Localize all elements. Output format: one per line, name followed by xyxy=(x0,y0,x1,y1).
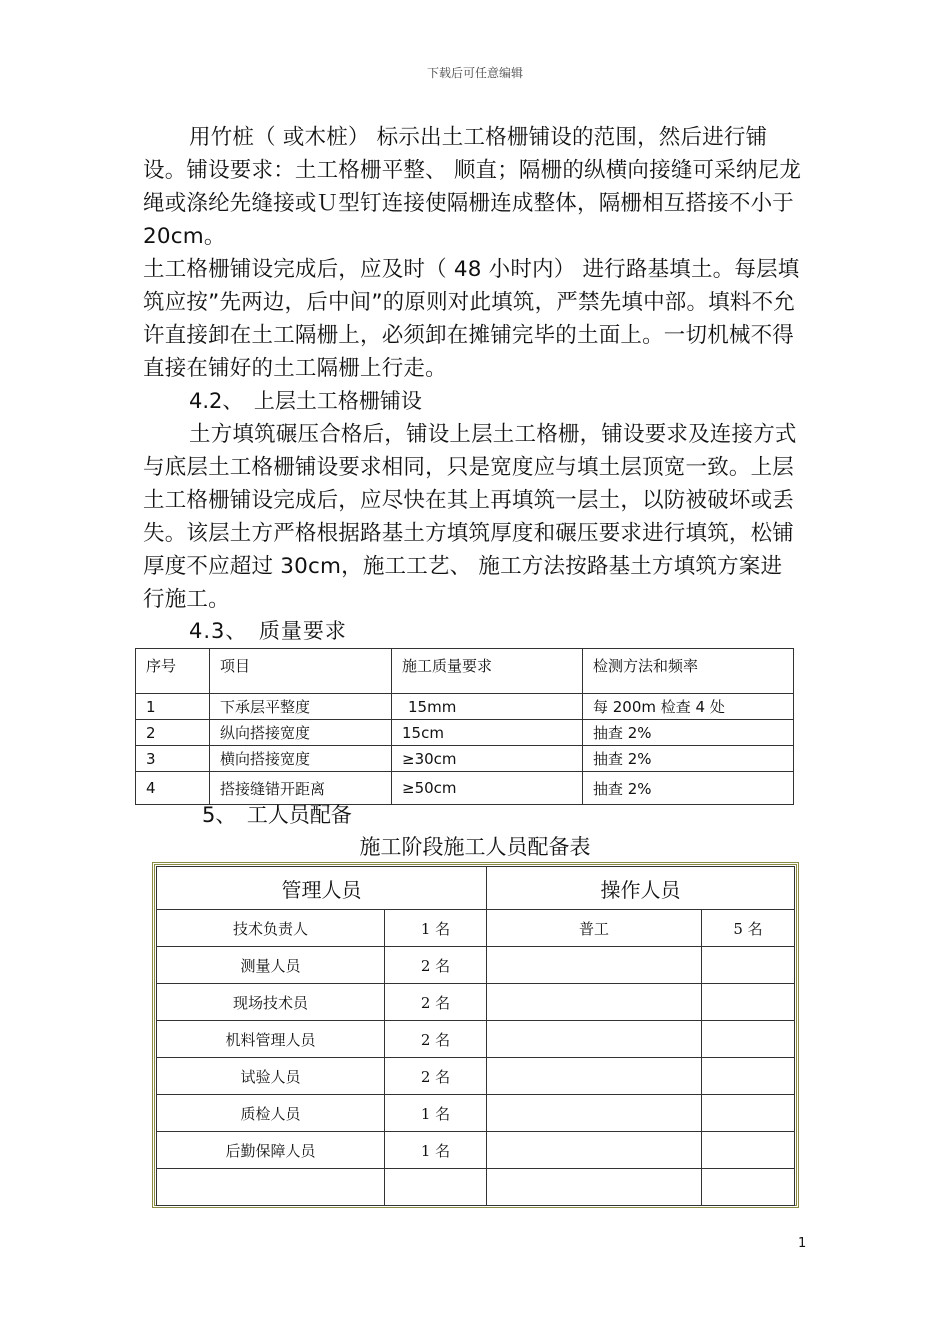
paragraph-fill-after-laying: 土工格栅铺设完成后，应及时（ 48 小时内） 进行路基填土。每层填筑应按”先两边，后中间”的原则对此填筑，严禁先填中部。填料不允许直接卸在土工隔栅上，必须卸在摊铺完毕的土面上。一切机械不得直接在铺好的土工隔栅上行走。 xyxy=(143,257,800,381)
cell: 技术负责人 xyxy=(157,910,385,947)
header-cell: 项目 xyxy=(210,649,392,694)
cell xyxy=(702,947,795,984)
cell xyxy=(702,1021,795,1058)
quality-table xyxy=(135,648,794,805)
cell: 1 xyxy=(136,694,210,720)
cell xyxy=(487,1095,702,1132)
cell: 试验人员 xyxy=(157,1058,385,1095)
heading-4-2: 4.2、 上层土工格栅铺设 xyxy=(189,389,422,413)
cell xyxy=(702,1095,795,1132)
cell: 横向搭接宽度 xyxy=(210,746,392,772)
cell: 15mm xyxy=(392,694,583,720)
cell xyxy=(487,1169,702,1206)
cell: 抽查 2% xyxy=(583,720,794,746)
header-cell-management: 管理人员 xyxy=(157,867,487,910)
cell: 普工 xyxy=(487,910,702,947)
table-row xyxy=(157,1132,795,1169)
table-row xyxy=(157,910,795,947)
cell: 2 xyxy=(136,720,210,746)
cell xyxy=(487,1058,702,1095)
heading-5: 5、 工人员配备 xyxy=(202,803,352,827)
cell: 1 名 xyxy=(385,1132,487,1169)
cell xyxy=(702,1132,795,1169)
cell: 抽查 2% xyxy=(583,772,794,805)
cell: 2 名 xyxy=(385,1058,487,1095)
cell: 下承层平整度 xyxy=(210,694,392,720)
cell: 2 名 xyxy=(385,947,487,984)
table-row xyxy=(136,746,794,772)
cell: 现场技术员 xyxy=(157,984,385,1021)
cell xyxy=(702,984,795,1021)
cell: 2 名 xyxy=(385,1021,487,1058)
cell: 抽查 2% xyxy=(583,746,794,772)
cell: 15cm xyxy=(392,720,583,746)
heading-4-3: 4.3、 质量要求 xyxy=(189,619,347,643)
staff-table xyxy=(156,866,795,1206)
table-row xyxy=(157,1169,795,1206)
table-header-row xyxy=(136,649,794,694)
cell: 1 名 xyxy=(385,1095,487,1132)
paragraph-geogrid-laying: 用竹桩（ 或木桩） 标示出土工格栅铺设的范围，然后进行铺设。铺设要求：土工格栅平整、 顺直；隔栅的纵横向接缝可采纳尼龙绳或涤纶先缝接或Ｕ型钉连接使隔栅连成整体，隔栅相互搭接不小于 20cm。 xyxy=(143,125,802,249)
header-cell: 序号 xyxy=(136,649,210,694)
cell xyxy=(487,1021,702,1058)
table-row xyxy=(157,1021,795,1058)
cell: 4 xyxy=(136,772,210,805)
cell: 测量人员 xyxy=(157,947,385,984)
header-cell-operators: 操作人员 xyxy=(487,867,795,910)
cell xyxy=(487,984,702,1021)
header-cell: 检测方法和频率 xyxy=(583,649,794,694)
cell: 3 xyxy=(136,746,210,772)
cell: 1 名 xyxy=(385,910,487,947)
cell xyxy=(487,947,702,984)
table-row xyxy=(157,1058,795,1095)
cell xyxy=(157,1169,385,1206)
page-number: 1 xyxy=(798,1236,807,1251)
table-row xyxy=(157,984,795,1021)
cell: ≥30cm xyxy=(392,746,583,772)
table-row xyxy=(136,720,794,746)
page-header: 下载后可任意编辑 xyxy=(426,66,523,80)
cell: 质检人员 xyxy=(157,1095,385,1132)
header-cell: 施工质量要求 xyxy=(392,649,583,694)
cell: 2 名 xyxy=(385,984,487,1021)
cell: 后勤保障人员 xyxy=(157,1132,385,1169)
paragraph-upper-layer: 土方填筑碾压合格后，铺设上层土工格栅，铺设要求及连接方式与底层土工格栅铺设要求相同，只是宽度应与填土层顶宽一致。上层土工格栅铺设完成后，应尽快在其上再填筑一层土，以防被破坏或丢失。该层土方严格根据路基土方填筑厚度和碾压要求进行填筑，松铺厚度不应超过 30cm，施工工艺、 施工方法按路基土方填筑方案进行施工。 xyxy=(143,422,797,612)
cell: ≥50cm xyxy=(392,772,583,805)
cell: 搭接缝错开距离 xyxy=(210,772,392,805)
staff-table-caption: 施工阶段施工人员配备表 xyxy=(359,835,591,859)
table-row xyxy=(157,947,795,984)
cell xyxy=(702,1169,795,1206)
table-header-row xyxy=(157,867,795,910)
table-row xyxy=(136,694,794,720)
cell xyxy=(385,1169,487,1206)
cell xyxy=(702,1058,795,1095)
table-row xyxy=(157,1095,795,1132)
cell: 机料管理人员 xyxy=(157,1021,385,1058)
cell: 5 名 xyxy=(702,910,795,947)
cell: 纵向搭接宽度 xyxy=(210,720,392,746)
cell xyxy=(487,1132,702,1169)
cell: 每 200m 检查 4 处 xyxy=(583,694,794,720)
